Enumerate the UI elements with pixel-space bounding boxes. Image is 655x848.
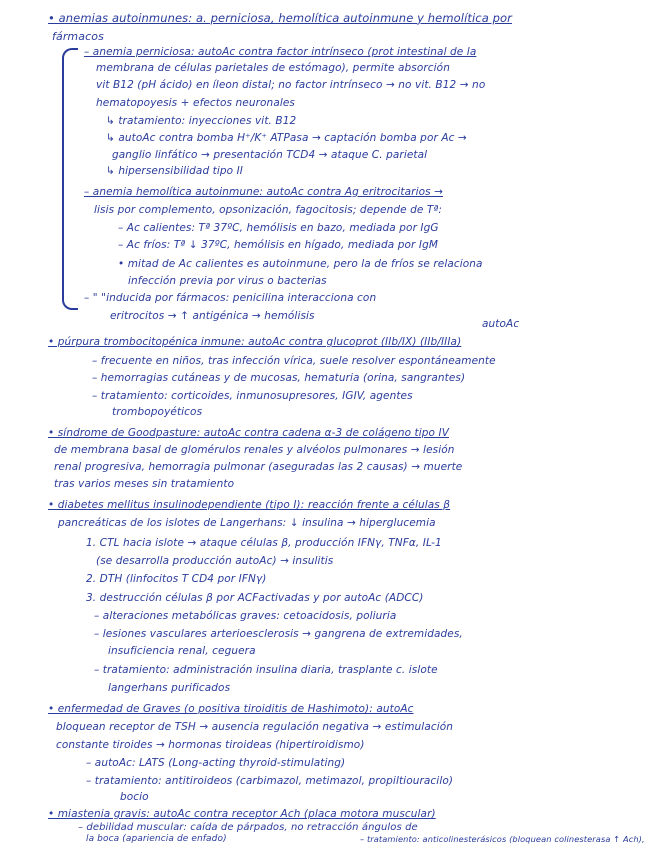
note-line: ↳ autoAc contra bomba H⁺/K⁺ ATPasa → captación bomba por Ac → <box>106 132 467 144</box>
note-line: (se desarrolla producción autoAc) → insulitis <box>96 555 334 567</box>
note-line: • miastenia gravis: autoAc contra receptor Ach (placa motora muscular) <box>48 808 436 820</box>
note-line: eritrocitos → ↑ antigénica → hemólisis <box>110 310 315 322</box>
note-line: hematopoyesis + efectos neuronales <box>96 97 295 109</box>
note-line: autoAc <box>482 318 520 330</box>
note-line: • púrpura trombocitopénica inmune: autoAc contra glucoprot (IIb/IX) (IIb/IIIa) <box>48 336 462 348</box>
note-line: ganglio linfático → presentación TCD4 → ataque C. parietal <box>112 149 428 161</box>
note-line: – tratamiento: anticolinesterásicos (bloquean colinesterasa ↑ Ach), <box>360 834 645 844</box>
note-line: lisis por complemento, opsonización, fagocitosis; depende de Tª: <box>94 204 443 216</box>
note-line: 3. destrucción células β por ACFactivadas y por autoAc (ADCC) <box>86 592 424 604</box>
note-line: langerhans purificados <box>108 682 231 694</box>
note-line: tras varios meses sin tratamiento <box>54 478 235 490</box>
note-line: – lesiones vasculares arterioesclerosis → gangrena de extremidades, <box>94 628 463 640</box>
note-line: 2. DTH (linfocitos T CD4 por IFNγ) <box>86 573 267 585</box>
note-line: – alteraciones metabólicas graves: cetoacidosis, poliuria <box>94 610 397 622</box>
note-line: • enfermedad de Graves (o positiva tiroiditis de Hashimoto): autoAc <box>48 703 414 715</box>
note-line: – anemia hemolítica autoinmune: autoAc contra Ag eritrocitarios → <box>84 186 444 198</box>
note-line: – tratamiento: corticoides, inmunosupresores, IGIV, agentes <box>92 390 413 402</box>
section-bracket <box>62 48 78 310</box>
note-line: 1. CTL hacia islote → ataque células β, producción IFNγ, TNFα, IL-1 <box>86 537 442 549</box>
note-line: – Ac calientes: Tª 37ºC, hemólisis en bazo, mediada por IgG <box>118 222 439 234</box>
note-line: insuficiencia renal, ceguera <box>108 645 256 657</box>
note-line: • síndrome de Goodpasture: autoAc contra cadena α-3 de colágeno tipo IV <box>48 427 449 439</box>
note-line: – tratamiento: administración insulina diaria, trasplante c. islote <box>94 664 438 676</box>
note-line: fármacos <box>52 30 104 43</box>
note-line: constante tiroides → hormonas tiroideas (hipertiroidismo) <box>56 739 365 751</box>
note-line: membrana de células parietales de estómago), permite absorción <box>96 62 450 74</box>
note-line: ↳ hipersensibilidad tipo II <box>106 165 243 177</box>
note-line: – frecuente en niños, tras infección vírica, suele resolver espontáneamente <box>92 355 496 367</box>
note-line: • diabetes mellitus insulinodependiente (tipo I): reacción frente a células β <box>48 499 451 511</box>
note-line: trombopoyéticos <box>112 406 203 418</box>
note-line: renal progresiva, hemorragia pulmonar (aseguradas las 2 causas) → muerte <box>54 461 463 473</box>
note-line: – Ac fríos: Tª ↓ 37ºC, hemólisis en hígado, mediada por IgM <box>118 239 439 251</box>
note-line: infección previa por virus o bacterias <box>128 275 327 287</box>
note-line: • anemias autoinmunes: a. perniciosa, hemolítica autoinmune y hemolítica por <box>48 11 512 25</box>
note-line: – " "inducida por fármacos: penicilina interacciona con <box>84 292 377 304</box>
note-line: – tratamiento: antitiroideos (carbimazol, metimazol, propiltiouracilo) <box>86 775 454 787</box>
note-line: – debilidad muscular: caída de párpados, no retracción ángulos de <box>78 822 418 833</box>
note-line: pancreáticas de los islotes de Langerhans: ↓ insulina → hiperglucemia <box>58 517 436 529</box>
note-line: – hemorragias cutáneas y de mucosas, hematuria (orina, sangrantes) <box>92 372 466 384</box>
note-line: la boca (apariencia de enfado) <box>86 834 227 844</box>
note-line: – anemia perniciosa: autoAc contra factor intrínseco (prot intestinal de la <box>84 46 477 58</box>
note-line: • mitad de Ac calientes es autoinmune, pero la de fríos se relaciona <box>118 258 483 270</box>
note-line: vit B12 (pH ácido) en íleon distal; no factor intrínseco → no vit. B12 → no <box>96 79 486 91</box>
note-line: bocio <box>120 791 149 803</box>
note-line: ↳ tratamiento: inyecciones vit. B12 <box>106 115 297 127</box>
note-line: – autoAc: LATS (Long-acting thyroid-stimulating) <box>86 757 346 769</box>
note-line: de membrana basal de glomérulos renales y alvéolos pulmonares → lesión <box>54 444 455 456</box>
note-line: bloquean receptor de TSH → ausencia regulación negativa → estimulación <box>56 721 454 733</box>
